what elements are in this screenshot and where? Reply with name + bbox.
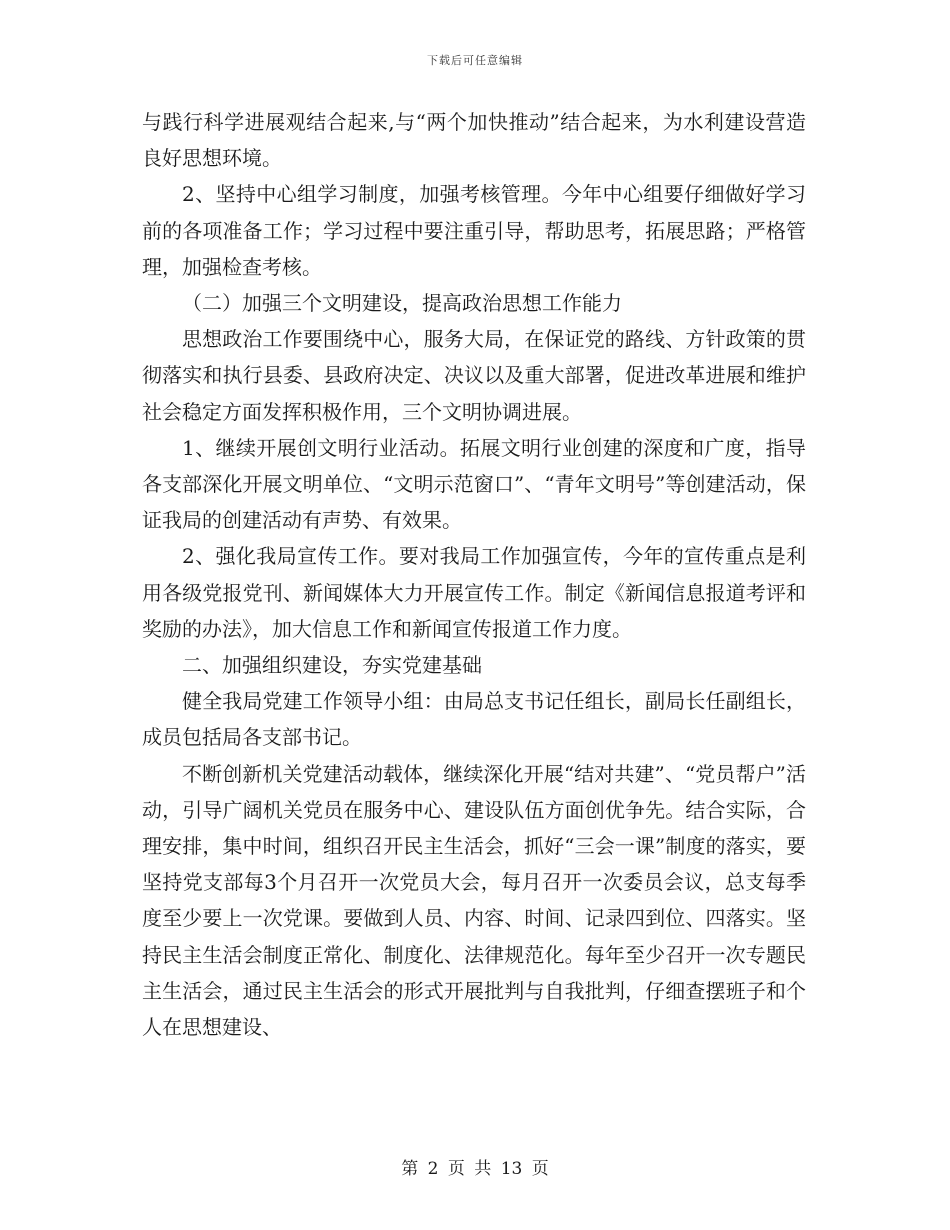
section-heading: 二、加强组织建设，夯实党建基础 [182,653,482,678]
paragraph: 2、强化我局宣传工作。要对我局工作加强宣传，今年的宣传重点是利用各级党报党刊、新闻媒体大力开展宣传工作。制定《新闻信息报道考评和奖励的办法》，加大信息工作和新闻宣传报道工作力度。 [142,544,806,641]
section-heading: （二）加强三个文明建设，提高政治思想工作能力 [182,291,622,316]
page-header: 下载后可任意编辑 [427,54,523,67]
page-number: 第 2 页 共 13 页 [401,1159,549,1179]
document-body [142,104,806,1045]
paragraph: 2、坚持中心组学习制度，加强考核管理。今年中心组要仔细做好学习前的各项准备工作；学习过程中要注重引导，帮助思考，拓展思路；严格管理，加强检查考核。 [142,182,806,279]
paragraph: 健全我局党建工作领导小组：由局总支书记任组长，副局长任副组长，成员包括局各支部书记。 [142,689,806,750]
paragraph: 思想政治工作要围绕中心，服务大局，在保证党的路线、方针政策的贯彻落实和执行县委、县政府决定、决议以及重大部署，促进改革进展和维护社会稳定方面发挥积极作用，三个文明协调进展。 [142,327,806,424]
paragraph: 不断创新机关党建活动载体，继续深化开展“结对共建”、“党员帮户”活动，引导广阔机关党员在服务中心、建设队伍方面创优争先。结合实际，合理安排，集中时间，组织召开民主生活会，抓好“三会一课”制度的落实，要坚持党支部每3个月召开一次党员大会，每月召开一次委员会议，总支每季度至少要上一次党课。要做到人员、内容、时间、记录四到位、四落实。坚持民主生活会制度正常化、制度化、法律规范化。每年至少召开一次专题民主生活会，通过民主生活会的形式开展批判与自我批判，仔细查摆班子和个人在思想建设、 [142,761,806,1040]
paragraph: 1、继续开展创文明行业活动。拓展文明行业创建的深度和广度，指导各支部深化开展文明单位、“文明示范窗口”、“青年文明号”等创建活动，保证我局的创建活动有声势、有效果。 [142,435,806,533]
paragraph: 与践行科学进展观结合起来,与“两个加快推动”结合起来，为水利建设营造良好思想环境。 [142,110,806,171]
